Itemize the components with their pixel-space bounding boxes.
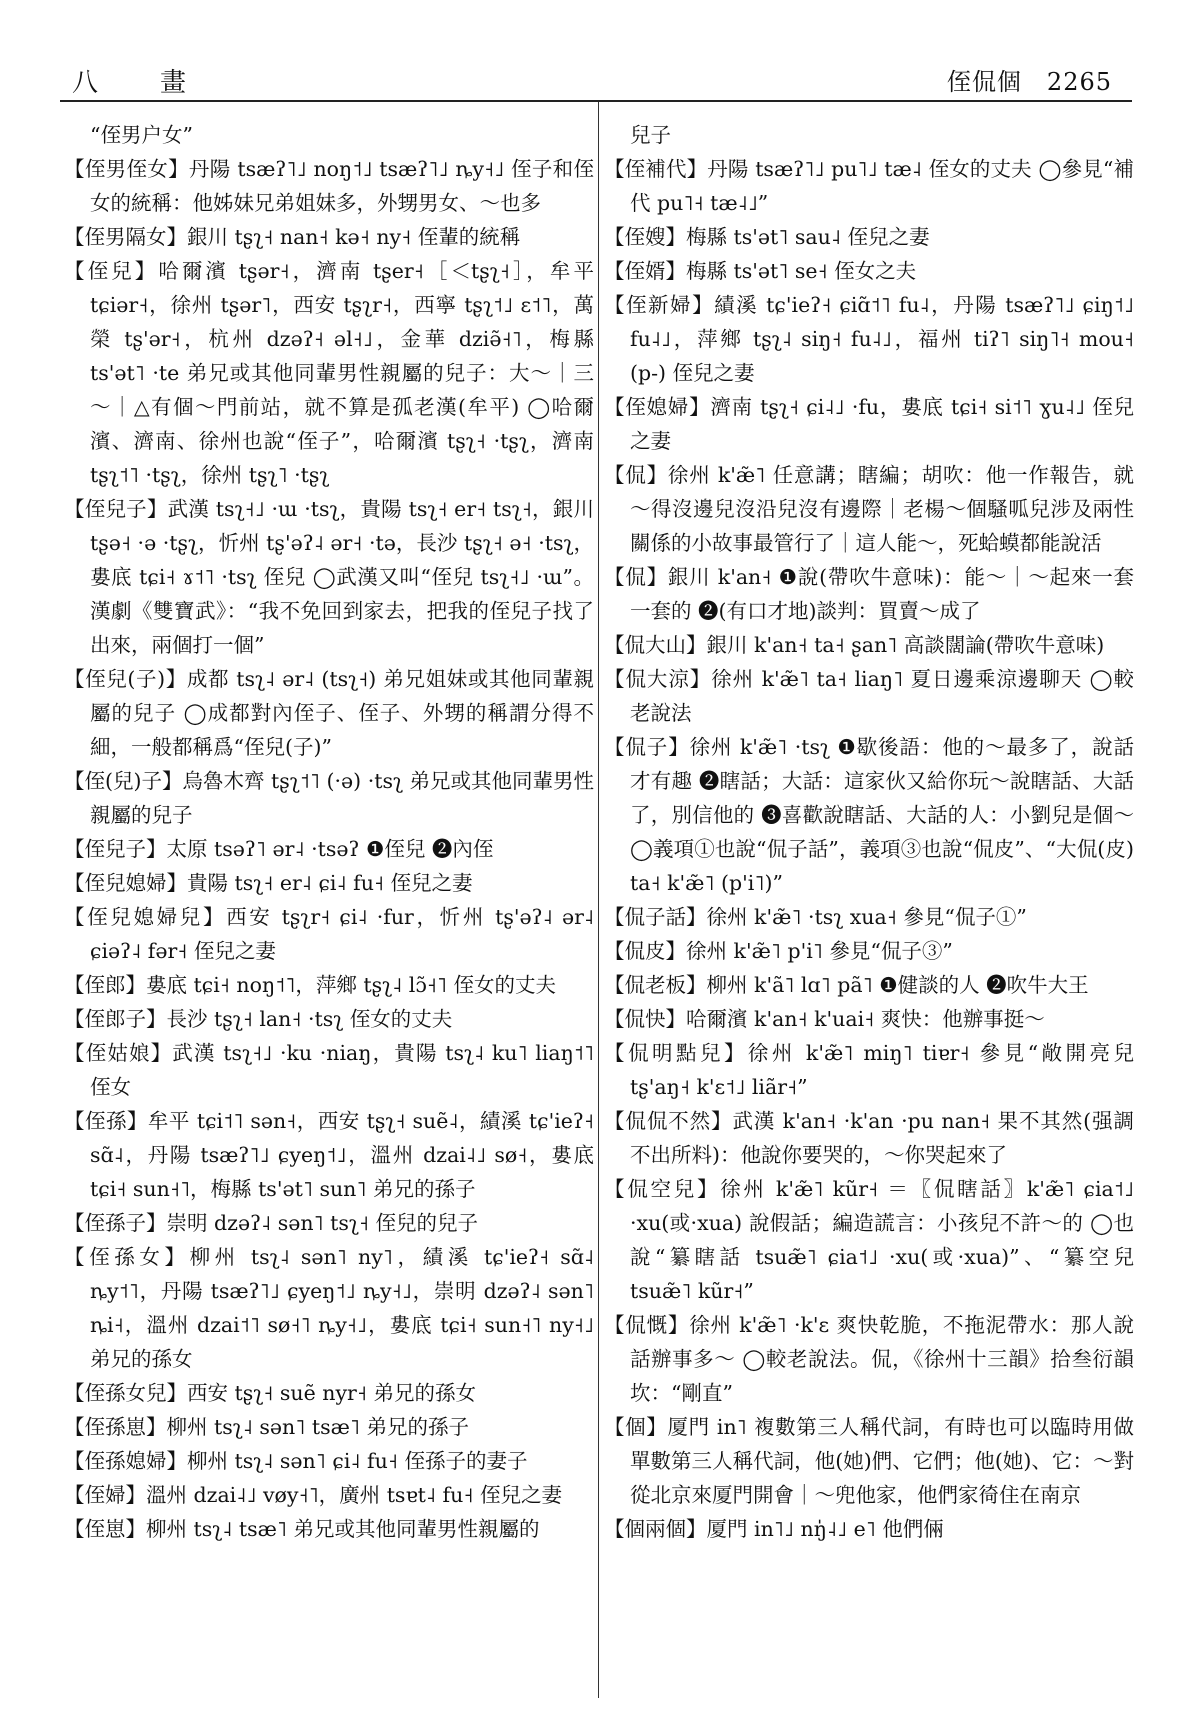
dictionary-entry: 【侄郎】婁底 tɕi˧ noŋ˦˥，萍鄉 tʂʅ˨ lɔ̃˧˥ 侄女的丈夫	[64, 973, 557, 997]
dictionary-entry: “侄男户女”	[90, 123, 193, 147]
header-rule	[60, 100, 1132, 102]
dictionary-entry: 【個】厦門 in˥ 複數第三人稱代詞，有時也可以臨時用做單數第三人稱代詞，他(她)們、它們；他(她)、它：～對從北京來厦門開會｜～兜他家，他們家徛住在南京	[604, 1415, 1134, 1507]
dictionary-entry: 【侄媳婦】濟南 tʂʅ˧ ɕi˨˩ ·fu，婁底 tɕi˧ si˦˥ ɣu˨˩ 侄兒之妻	[604, 395, 1134, 453]
dictionary-entry: 【侄孫崽】柳州 tsʅ˨ sən˥ tsæ˥ 弟兄的孫子	[64, 1415, 470, 1439]
dictionary-entry: 【侃空兒】徐州 k'æ̃˥ kũr˧ ＝〖侃瞎話〗k'æ̃˥ ɕia˦˩ ·xu(或·xua) 說假話；編造謊言：小孩兒不許～的 ◯也說“纂瞎話 tsuæ̃˥ ɕia˦˩ ·xu(或·xua)”、“纂空兒 tsuæ̃˥ kũr˧”	[604, 1177, 1134, 1303]
dictionary-entry: 【侄男隔女】銀川 tʂʅ˧ nan˧ kə˧ ny˧ 侄輩的統稱	[64, 225, 521, 249]
dictionary-entry: 【侄婦】溫州 dzai˨˩ vøy˧˥，廣州 tsɐt˨ fu˧ 侄兒之妻	[64, 1483, 562, 1507]
dictionary-entry: 【侄郎子】長沙 tʂʅ˧ lan˧ ·tsʅ 侄女的丈夫	[64, 1007, 453, 1031]
dictionary-entry: 【侃快】哈爾濱 k'an˧ k'uai˧ 爽快：他辦事挺～	[604, 1007, 1045, 1031]
dictionary-entry: 【侄孫子】崇明 dzəʔ˨ sən˥ tsʅ˧ 侄兒的兒子	[64, 1211, 479, 1235]
header-chars-page-number: 侄侃個 2265	[946, 68, 1112, 96]
dictionary-entry: 【侄孫女】柳州 tsʅ˨ sən˥ ny˥，績溪 tɕ'ieʔ˧ sɑ̃˨ ȵy˦˥，丹陽 tsæʔ˥˩ ɕyeŋ˦˩ ȵy˧˩，崇明 dzəʔ˨ sən˥ ȵi˧，溫州 dzai˦˥ sø˧˥ ȵy˧˩，婁底 tɕi˧ sun˧˥ ny˧˩ 弟兄的孫女	[64, 1245, 594, 1371]
dictionary-entry: 【侄(兒)子】烏魯木齊 tʂʅ˦˥ (·ə) ·tsʅ 弟兄或其他同輩男性親屬的兒子	[64, 769, 594, 827]
dictionary-entry: 【侄兒子】太原 tsəʔ˥ ər˨ ·tsəʔ ❶侄兒 ❷內侄	[64, 837, 494, 861]
dictionary-entry: 【侃】銀川 k'an˧ ❶說(帶吹牛意味)：能～｜～起來一套一套的 ❷(有口才地)談判：買賣～成了	[604, 565, 1134, 623]
dictionary-entry: 【侃大山】銀川 k'an˧ ta˧ ʂan˥ 高談闊論(帶吹牛意味)	[604, 633, 1105, 657]
dictionary-entry: 【侄補代】丹陽 tsæʔ˥˩ pu˥˩ tæ˨ 侄女的丈夫 ◯參見“補代 pu˥˧ tæ˨˩”	[604, 157, 1134, 215]
dictionary-entry: 【侃大涼】徐州 k'æ̃˥ ta˧ liaŋ˥ 夏日邊乘涼邊聊天 ◯較老說法	[604, 667, 1134, 725]
dictionary-entry: 【侃子話】徐州 k'æ̃˥ ·tsʅ xua˧ 參見“侃子①”	[604, 905, 1027, 929]
right-column	[604, 118, 1134, 1546]
dictionary-entry: 【侄崽】柳州 tsʅ˨ tsæ˥ 弟兄或其他同輩男性親屬的	[64, 1517, 540, 1541]
column-divider	[598, 102, 599, 1698]
dictionary-entry: 【侃子】徐州 k'æ̃˥ ·tsʅ ❶歇後語：他的～最多了，說話才有趣 ❷瞎話；大話：這家伙又給你玩～說瞎話、大話了，別信他的 ❸喜歡說瞎話、大話的人：小劉兒是個～ ◯義項①也說“侃子話”，義項③也說“侃皮”、“大侃(皮) ta˧ k'æ̃˥ (p'i˥)”	[604, 735, 1134, 895]
left-column	[64, 118, 594, 1546]
dictionary-entry: 【侃明點兒】徐州 k'æ̃˥ miŋ˥ tiɐr˧ 參見“敞開亮兒 tʂ'aŋ˧ k'ɛ˦˩ liãr˧”	[604, 1041, 1134, 1099]
dictionary-entry: 【侄新婦】績溪 tɕ'ieʔ˧ ɕiɑ̃˦˥ fu˨，丹陽 tsæʔ˥˩ ɕiŋ˦˩ fu˨˩，萍鄉 tʂʅ˨ siŋ˧ fu˨˩，福州 tiʔ˥ siŋ˥˧ mou˧ (p-) 侄兒之妻	[604, 293, 1134, 385]
dictionary-entry: 【侃皮】徐州 k'æ̃˥ p'i˥ 參見“侃子③”	[604, 939, 953, 963]
dictionary-entry: 【侄姑娘】武漢 tsʅ˧˩ ·ku ·niaŋ，貴陽 tsʅ˨ ku˥ liaŋ˦˥ 侄女	[64, 1041, 594, 1099]
dictionary-entry: 【侄嫂】梅縣 ts'ət˥ sau˨ 侄兒之妻	[604, 225, 930, 249]
dictionary-entry: 【侄婿】梅縣 ts'ət˥ se˧ 侄女之夫	[604, 259, 917, 283]
dictionary-entry: 【侃老板】柳州 k'ã˥ lɑ˥ pã˥ ❶健談的人 ❷吹牛大王	[604, 973, 1089, 997]
dictionary-entry: 【侄孫】牟平 tɕi˦˥ sən˧，西安 tʂʅ˧ suẽ˨，績溪 tɕ'ieʔ˧ sɑ̃˨，丹陽 tsæʔ˥˩ ɕyeŋ˦˩，溫州 dzai˨˩ sø˧，婁底 tɕi˧ sun˧˥，梅縣 ts'ət˥ sun˥ 弟兄的孫子	[64, 1109, 594, 1201]
section-title: 八 畫	[72, 68, 205, 98]
dictionary-entry: 【侃慨】徐州 k'æ̃˥ ·k'ɛ 爽快乾脆，不拖泥帶水：那人說話辦事多～ ◯較老說法。侃，《徐州十三韻》拾叁衍韻坎：“剛直”	[604, 1313, 1134, 1405]
dictionary-entry: 【侄男侄女】丹陽 tsæʔ˥˩ noŋ˦˩ tsæʔ˥˩ ȵy˧˩ 侄子和侄女的統稱：他姊妹兄弟姐妹多，外甥男女、～也多	[64, 157, 594, 215]
dictionary-entry: 【侄孫媳婦】柳州 tsʅ˨ sən˥ ɕi˨ fu˧ 侄孫子的妻子	[64, 1449, 528, 1473]
dictionary-entry: 【侄兒】哈爾濱 tʂər˧，濟南 tʂer˧［＜tʂʅ˧］，牟平 tɕiər˧，徐州 tʂər˥，西安 tʂʅr˧，西寧 tʂʅ˦˩ ɛ˦˥，萬榮 tʂ'ər˧，杭州 dzəʔ˧ əl˧˩，金華 dziə̃˧˥，梅縣 ts'ət˥ ·te 弟兄或其他同輩男性親屬的兒子：大～｜三～｜△有個～門前站，就不算是孤老漢(牟平) ◯哈爾濱、濟南、徐州也說“侄子”，哈爾濱 tʂʅ˧ ·tʂʅ，濟南 tʂʅ˦˥ ·tʂʅ，徐州 tʂʅ˥ ·tʂʅ	[64, 259, 594, 487]
dictionary-entry: 【侄兒媳婦】貴陽 tsʅ˧ er˨ ɕi˨ fu˧ 侄兒之妻	[64, 871, 473, 895]
dictionary-entry: 【侄兒子】武漢 tsʅ˧˩ ·ɯ ·tsʅ，貴陽 tsʅ˧ er˧ tsʅ˧，銀川 tʂə˧ ·ə ·tʂʅ，忻州 tʂ'əʔ˨ ər˧ ·tə，長沙 tʂʅ˧ ə˧ ·tsʅ，婁底 tɕi˧ ɤ˦˥ ·tsʅ 侄兒 ◯武漢又叫“侄兒 tsʅ˧˩ ·ɯ”。漢劇《雙寶武》：“我不免回到家去，把我的侄兒子找了出來，兩個打一個”	[64, 497, 594, 657]
dictionary-entry: 【個兩個】厦門 in˥˩ nŋ̍˨˩ e˥ 他們倆	[604, 1517, 944, 1541]
dictionary-entry: 【侄孫女兒】西安 tʂʅ˧ suẽ nyr˧ 弟兄的孫女	[64, 1381, 476, 1405]
dictionary-entry: 兒子	[630, 123, 671, 147]
page-header	[60, 58, 1130, 98]
dictionary-entry: 【侃】徐州 k'æ̃˥ 任意講；瞎編；胡吹：他一作報告，就～得沒邊兒沒沿兒沒有邊際｜老楊～個騷呱兒涉及兩性關係的小故事最管行了｜這人能～，死蛤蟆都能說活	[604, 463, 1134, 555]
dictionary-entry: 【侄兒媳婦兒】西安 tʂʅr˧ ɕi˨ ·fur，忻州 tʂ'əʔ˨ ər˨ ɕiəʔ˨ fər˧ 侄兒之妻	[64, 905, 594, 963]
dictionary-entry: 【侄兒(子)】成都 tsʅ˨ ər˨ (tsʅ˧) 弟兄姐妹或其他同輩親屬的兒子 ◯成都對內侄子、侄子、外甥的稱謂分得不細，一般都稱爲“侄兒(子)”	[64, 667, 594, 759]
dictionary-entry: 【侃侃不然】武漢 k'an˧ ·k'an ·pu nan˧ 果不其然(强調不出所料)：他說你要哭的，～你哭起來了	[604, 1109, 1134, 1167]
